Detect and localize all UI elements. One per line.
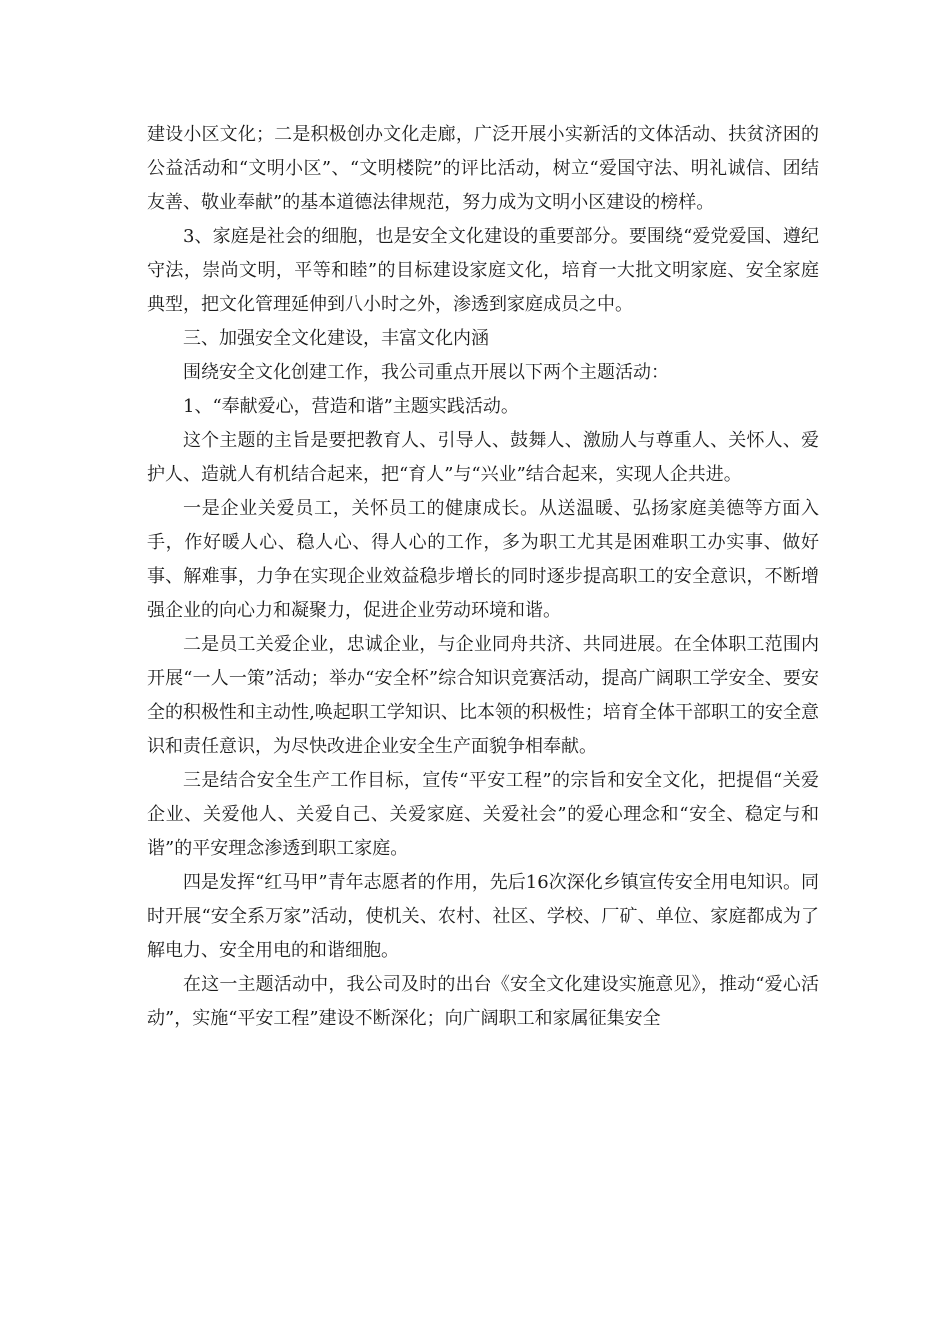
paragraph: 围绕安全文化创建工作，我公司重点开展以下两个主题活动：: [183, 362, 669, 383]
paragraph: 二是员工关爱企业，忠诚企业，与企业同舟共济、共同进展。在全体职工范围内开展“一人一策”活动；举办“安全杯”综合知识竞赛活动，提高广阔职工学安全、要安全的积极性和主动性,唤起职工学知识、比本领的积极性；培育全体干部职工的安全意识和责任意识，为尽快改进企业安全生产面貌争相奉献。: [147, 634, 819, 757]
paragraph: 建设小区文化；二是积极创办文化走廊，广泛开展小实新活的文体活动、扶贫济困的公益活动和“文明小区”、“文明楼院”的评比活动，树立“爱国守法、明礼诚信、团结友善、敬业奉献”的基本道德法律规范，努力成为文明小区建设的榜样。: [147, 124, 819, 213]
paragraph: 3、家庭是社会的细胞，也是安全文化建设的重要部分。要围绕“爱党爱国、遵纪守法，崇尚文明，平等和睦”的目标建设家庭文化，培育一大批文明家庭、安全家庭典型，把文化管理延伸到八小时之外，渗透到家庭成员之中。: [147, 226, 819, 315]
paragraph: 四是发挥“红马甲”青年志愿者的作用，先后16次深化乡镇宣传安全用电知识。同时开展“安全系万家”活动，使机关、农村、社区、学校、厂矿、单位、家庭都成为了解电力、安全用电的和谐细胞。: [147, 872, 819, 961]
subsection-heading: 1、“奉献爱心，营造和谐”主题实践活动。: [183, 396, 519, 417]
paragraph: 一是企业关爱员工，关怀员工的健康成长。从送温暖、弘扬家庭美德等方面入手，作好暖人心、稳人心、得人心的工作，多为职工尤其是困难职工办实事、做好事、解难事，力争在实现企业效益稳步增长的同时逐步提高职工的安全意识，不断增强企业的向心力和凝聚力，促进企业劳动环境和谐。: [147, 498, 819, 621]
paragraph: 这个主题的主旨是要把教育人、引导人、鼓舞人、激励人与尊重人、关怀人、爱护人、造就人有机结合起来，把“育人”与“兴业”结合起来，实现人企共进。: [147, 430, 819, 485]
document-body: [147, 118, 819, 1036]
section-heading: 三、加强安全文化建设，丰富文化内涵: [183, 328, 489, 349]
paragraph: 三是结合安全生产工作目标，宣传“平安工程”的宗旨和安全文化，把提倡“关爱企业、关爱他人、关爱自己、关爱家庭、关爱社会”的爱心理念和“安全、稳定与和谐”的平安理念渗透到职工家庭。: [147, 770, 819, 859]
paragraph: 在这一主题活动中，我公司及时的出台《安全文化建设实施意见》，推动“爱心活动”，实施“平安工程”建设不断深化；向广阔职工和家属征集安全: [147, 974, 819, 1029]
